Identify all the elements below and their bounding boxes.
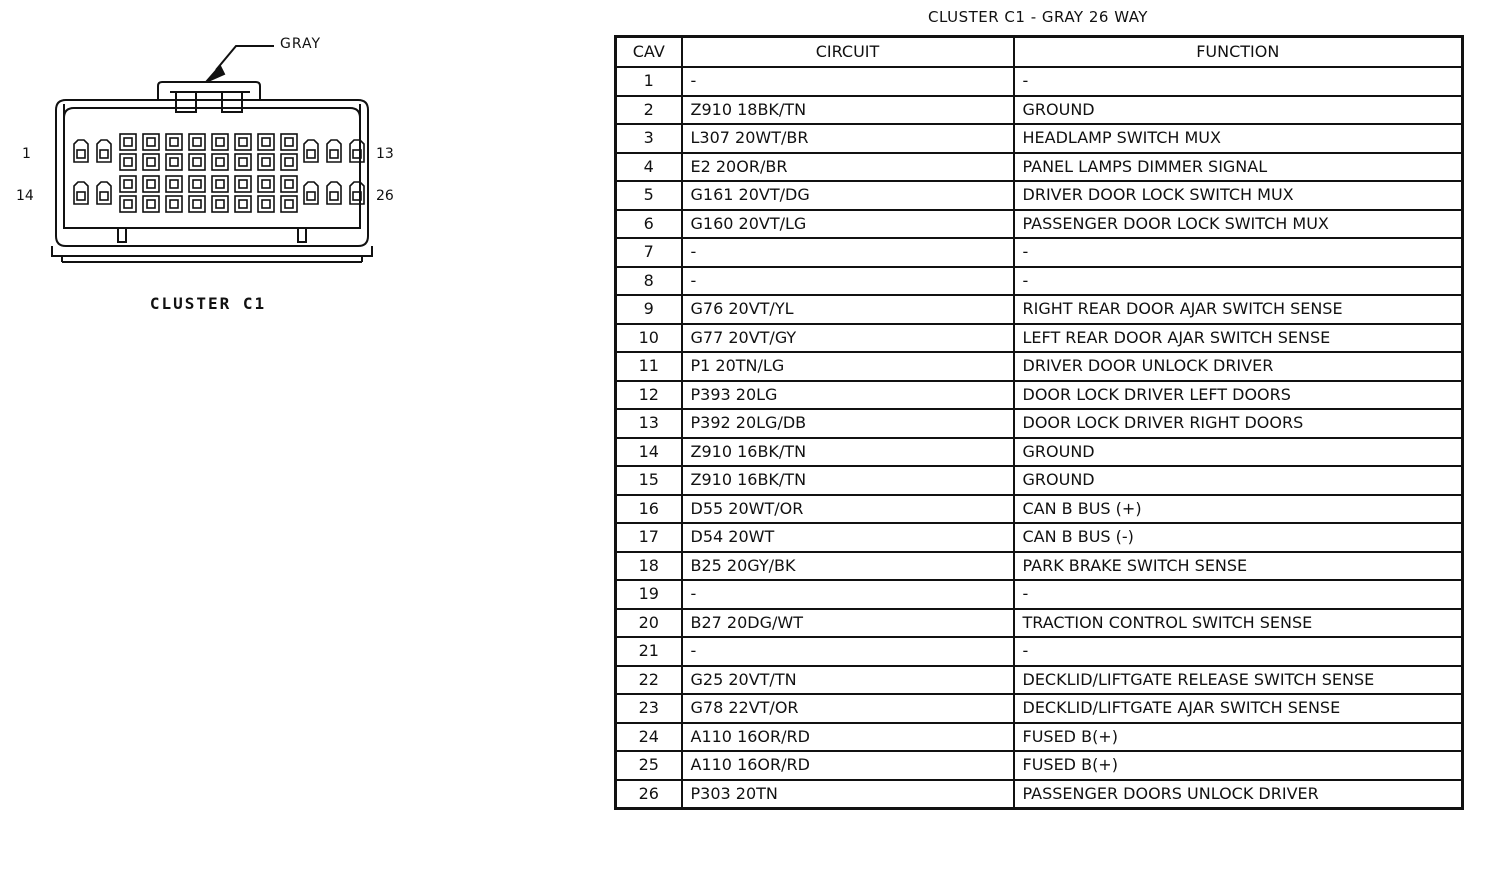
cav-cell: 2 [616,96,682,125]
header-circuit: CIRCUIT [682,37,1014,68]
table-title: CLUSTER C1 - GRAY 26 WAY [928,8,1148,26]
function-cell: - [1014,637,1463,666]
cav-cell: 14 [616,438,682,467]
cavity-15 [97,182,111,204]
function-cell: DECKLID/LIFTGATE AJAR SWITCH SENSE [1014,694,1463,723]
cav-cell: 15 [616,466,682,495]
table-row [616,666,1463,695]
cav-cell: 5 [616,181,682,210]
function-cell: LEFT REAR DOOR AJAR SWITCH SENSE [1014,324,1463,353]
function-cell: - [1014,267,1463,296]
cavity-2 [97,140,111,162]
cavity-21 [235,176,251,212]
circuit-cell: G25 20VT/TN [682,666,1014,695]
function-cell: PARK BRAKE SWITCH SENSE [1014,552,1463,581]
table-row [616,580,1463,609]
connector-caption: CLUSTER C1 [149,294,267,313]
table-row [616,637,1463,666]
cav-cell: 16 [616,495,682,524]
circuit-cell: L307 20WT/BR [682,124,1014,153]
cavity-19 [189,176,205,212]
header-function: FUNCTION [1014,37,1463,68]
function-cell: FUSED B(+) [1014,723,1463,752]
cav-cell: 24 [616,723,682,752]
cavity-4 [143,134,159,170]
table-row [616,352,1463,381]
table-row [616,96,1463,125]
cav-cell: 8 [616,267,682,296]
pin-label-13: 13 [376,146,394,162]
connector-drawing [0,0,520,330]
cavity-10 [281,134,297,170]
circuit-cell: Z910 16BK/TN [682,466,1014,495]
cav-cell: 1 [616,67,682,96]
circuit-cell: G76 20VT/YL [682,295,1014,324]
table-row [616,295,1463,324]
table-row [616,153,1463,182]
table-row [616,609,1463,638]
function-cell: CAN B BUS (-) [1014,523,1463,552]
table-row [616,381,1463,410]
function-cell: DOOR LOCK DRIVER LEFT DOORS [1014,381,1463,410]
circuit-cell: G78 22VT/OR [682,694,1014,723]
table-row [616,124,1463,153]
circuit-cell: E2 20OR/BR [682,153,1014,182]
circuit-cell: B27 20DG/WT [682,609,1014,638]
gray-leader-line [216,46,274,70]
table-body [616,67,1463,809]
circuit-cell: A110 16OR/RD [682,751,1014,780]
cavity-22 [258,176,274,212]
cav-cell: 23 [616,694,682,723]
circuit-cell: - [682,238,1014,267]
cavity-3 [120,134,136,170]
connector-diagram [0,0,520,330]
circuit-cell: G160 20VT/LG [682,210,1014,239]
function-cell: PANEL LAMPS DIMMER SIGNAL [1014,153,1463,182]
function-cell: DECKLID/LIFTGATE RELEASE SWITCH SENSE [1014,666,1463,695]
function-cell: DRIVER DOOR LOCK SWITCH MUX [1014,181,1463,210]
cav-cell: 19 [616,580,682,609]
table-row [616,751,1463,780]
function-cell: GROUND [1014,466,1463,495]
cavity-20 [212,176,228,212]
cavity-13 [350,140,364,162]
cavity-1 [74,140,88,162]
function-cell: PASSENGER DOOR LOCK SWITCH MUX [1014,210,1463,239]
cav-cell: 9 [616,295,682,324]
function-cell: CAN B BUS (+) [1014,495,1463,524]
pin-label-1: 1 [22,146,31,162]
function-cell: RIGHT REAR DOOR AJAR SWITCH SENSE [1014,295,1463,324]
circuit-cell: P1 20TN/LG [682,352,1014,381]
circuit-cell: G77 20VT/GY [682,324,1014,353]
table-row [616,723,1463,752]
cavity-17 [143,176,159,212]
cavity-23 [281,176,297,212]
table-row [616,267,1463,296]
pin-label-26: 26 [376,188,394,204]
table-row [616,466,1463,495]
cavity-5 [166,134,182,170]
cavity-12 [327,140,341,162]
bottom-notch-left [118,228,126,242]
bottom-notch-right [298,228,306,242]
cavity-11 [304,140,318,162]
cav-cell: 22 [616,666,682,695]
cavity-26 [350,182,364,204]
circuit-cell: P303 20TN [682,780,1014,809]
cav-cell: 17 [616,523,682,552]
circuit-cell: G161 20VT/DG [682,181,1014,210]
table-header-row [616,37,1463,68]
cavity-8 [235,134,251,170]
cavity-18 [166,176,182,212]
cavity-14 [74,182,88,204]
circuit-cell: B25 20GY/BK [682,552,1014,581]
function-cell: HEADLAMP SWITCH MUX [1014,124,1463,153]
table-row [616,438,1463,467]
cav-cell: 4 [616,153,682,182]
table-row [616,495,1463,524]
circuit-cell: Z910 18BK/TN [682,96,1014,125]
circuit-cell: - [682,67,1014,96]
cav-cell: 11 [616,352,682,381]
table-row [616,324,1463,353]
cavity-grid [74,134,364,212]
cav-cell: 13 [616,409,682,438]
circuit-cell: D54 20WT [682,523,1014,552]
table-row [616,67,1463,96]
table-row [616,210,1463,239]
cav-cell: 21 [616,637,682,666]
table-row [616,694,1463,723]
cav-cell: 3 [616,124,682,153]
cavity-7 [212,134,228,170]
table-row [616,181,1463,210]
connector-body [56,100,368,246]
circuit-cell: Z910 16BK/TN [682,438,1014,467]
cavity-9 [258,134,274,170]
table-row [616,523,1463,552]
table-row [616,552,1463,581]
function-cell: FUSED B(+) [1014,751,1463,780]
function-cell: DOOR LOCK DRIVER RIGHT DOORS [1014,409,1463,438]
circuit-cell: P393 20LG [682,381,1014,410]
function-cell: PASSENGER DOORS UNLOCK DRIVER [1014,780,1463,809]
connector-skirt [52,246,372,256]
circuit-cell: D55 20WT/OR [682,495,1014,524]
cav-cell: 25 [616,751,682,780]
circuit-cell: - [682,637,1014,666]
circuit-cell: - [682,580,1014,609]
cav-cell: 6 [616,210,682,239]
table-row [616,780,1463,809]
cav-cell: 7 [616,238,682,267]
circuit-cell: - [682,267,1014,296]
header-cav: CAV [616,37,682,68]
cavity-16 [120,176,136,212]
gray-arrow-icon [206,66,224,82]
table-row [616,409,1463,438]
circuit-cell: A110 16OR/RD [682,723,1014,752]
function-cell: - [1014,580,1463,609]
table-row [616,238,1463,267]
function-cell: TRACTION CONTROL SWITCH SENSE [1014,609,1463,638]
pinout-table [614,35,1464,810]
cavity-25 [327,182,341,204]
function-cell: - [1014,67,1463,96]
cavity-24 [304,182,318,204]
cavity-6 [189,134,205,170]
circuit-cell: P392 20LG/DB [682,409,1014,438]
cav-cell: 20 [616,609,682,638]
function-cell: GROUND [1014,96,1463,125]
cav-cell: 10 [616,324,682,353]
function-cell: DRIVER DOOR UNLOCK DRIVER [1014,352,1463,381]
cav-cell: 18 [616,552,682,581]
function-cell: GROUND [1014,438,1463,467]
cav-cell: 26 [616,780,682,809]
pin-label-14: 14 [16,188,34,204]
cav-cell: 12 [616,381,682,410]
connector-color-label: GRAY [280,36,322,52]
function-cell: - [1014,238,1463,267]
